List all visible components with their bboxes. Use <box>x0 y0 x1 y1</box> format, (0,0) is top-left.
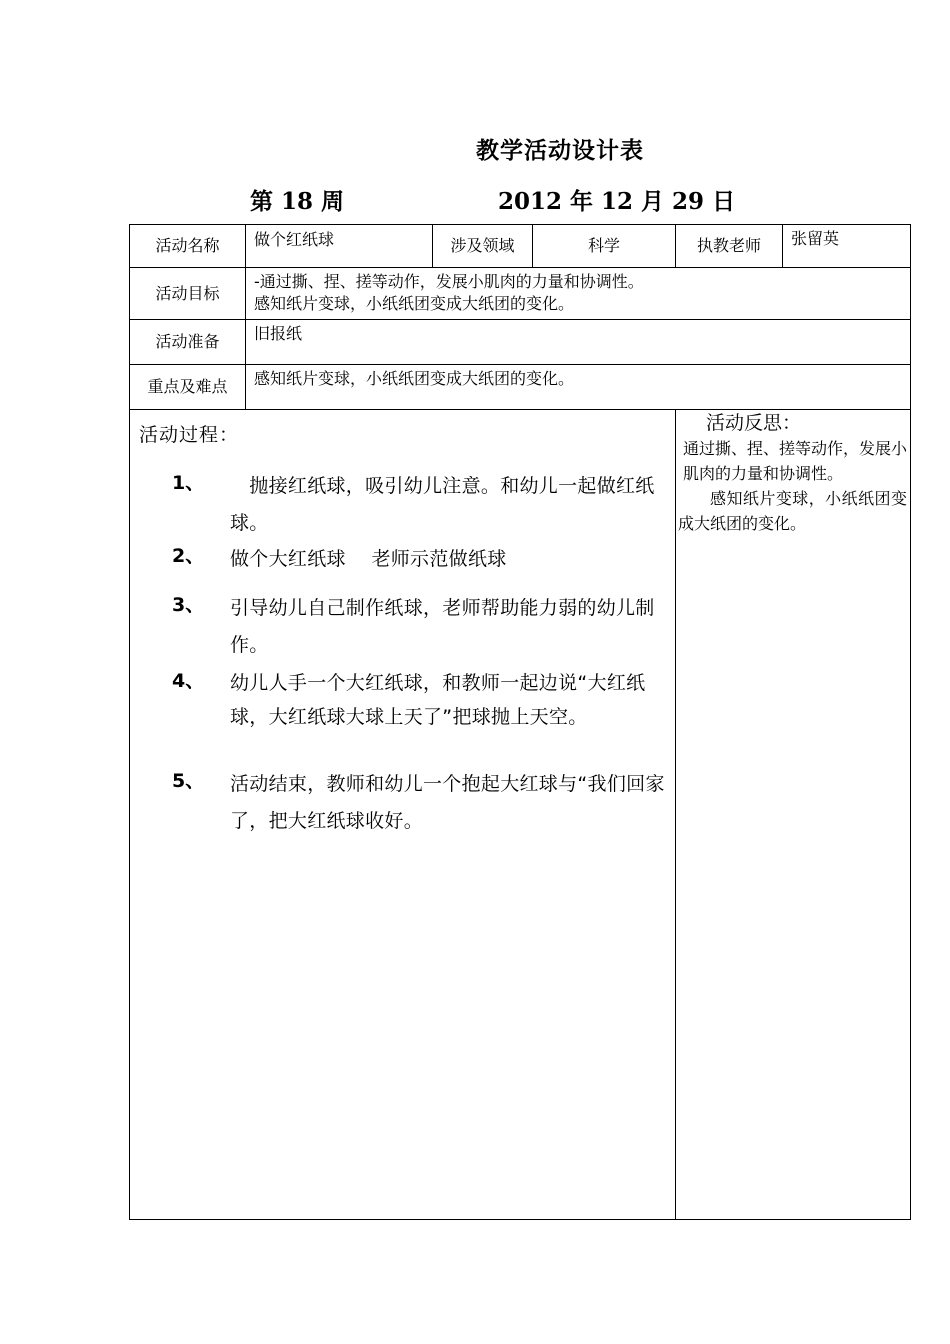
step-number: 1、 <box>172 472 205 494</box>
step-number: 2、 <box>172 545 205 567</box>
reflection-cell <box>676 410 911 1220</box>
activity-name-value: 做个红纸球 <box>246 225 433 268</box>
process-cell <box>130 410 676 1220</box>
reflection-para-1: 通过撕、捏、搓等动作，发展小肌肉的力量和协调性。 <box>683 439 908 483</box>
reflection-body <box>678 436 908 536</box>
step-text: 抛接红纸球，吸引幼儿注意。和幼儿一起做红纸球。 <box>230 475 655 534</box>
page-title: 教学活动设计表 <box>476 138 644 164</box>
teacher-value: 张留英 <box>783 225 911 268</box>
goal-line-1: -通过撕、捏、搓等动作，发展小肌肉的力量和协调性。 <box>254 272 644 291</box>
step-text: 活动结束，教师和幼儿一个抱起大红球与“我们回家了，把大红纸球收好。 <box>230 773 665 832</box>
key-points-value: 感知纸片变球，小纸纸团变成大纸团的变化。 <box>246 365 911 410</box>
teacher-label: 执教老师 <box>676 225 783 268</box>
activity-name-label: 活动名称 <box>130 225 246 268</box>
step-text: 引导幼儿自己制作纸球，老师帮助能力弱的幼儿制作。 <box>230 597 655 656</box>
activity-design-table <box>129 224 911 1220</box>
domain-label: 涉及领域 <box>433 225 533 268</box>
step-number: 5、 <box>172 770 205 792</box>
step-text: 做个大红纸球 老师示范做纸球 <box>230 548 507 570</box>
reflection-para-2: 感知纸片变球，小纸纸团变成大纸团的变化。 <box>678 489 907 533</box>
step-text: 幼儿人手一个大红纸球，和教师一起边说“大红纸球，大红纸球大球上天了”把球抛上天空。 <box>230 672 646 728</box>
domain-value: 科学 <box>533 225 676 268</box>
goal-line-2: 感知纸片变球，小纸纸团变成大纸团的变化。 <box>254 294 575 313</box>
activity-prep-value: 旧报纸 <box>246 320 911 365</box>
step-number: 3、 <box>172 594 205 616</box>
date-label: 2012 年 12 月 29 日 <box>498 188 736 215</box>
activity-goal-value <box>246 268 911 320</box>
key-points-label: 重点及难点 <box>130 365 246 410</box>
activity-prep-label: 活动准备 <box>130 320 246 365</box>
step-number: 4、 <box>172 670 205 692</box>
process-heading: 活动过程： <box>139 424 240 446</box>
week-label: 第 18 周 <box>250 188 345 215</box>
activity-goal-label: 活动目标 <box>130 268 246 320</box>
reflection-heading: 活动反思： <box>706 412 802 434</box>
